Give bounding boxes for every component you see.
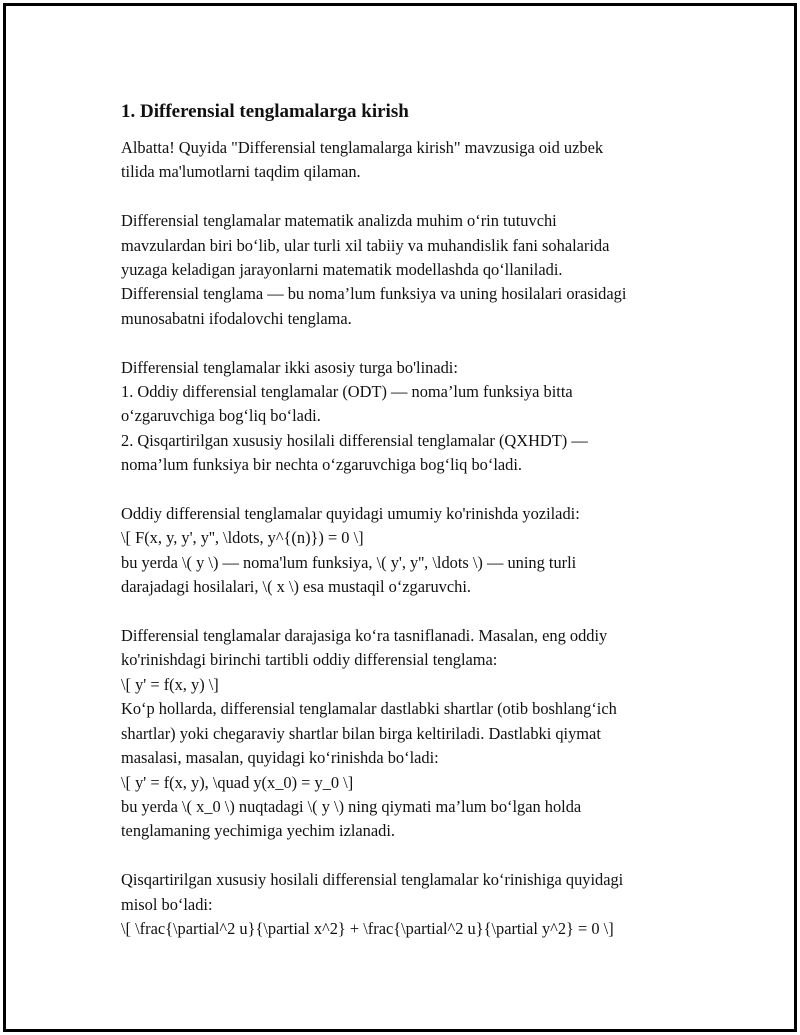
text-line: bu yerda \( x_0 \) nuqtadagi \( y \) ning qiymati ma’lum bo‘lgan holda — [121, 796, 582, 816]
paragraph-general-form — [121, 502, 711, 600]
formula-line: \[ y' = f(x, y) \] — [121, 674, 219, 694]
text-line: 2. Qisqartirilgan xususiy hosilali differensial tenglamalar (QXHDT) — — [121, 430, 588, 450]
paragraph-types — [121, 356, 711, 478]
text-line: misol bo‘ladi: — [121, 894, 213, 914]
text-line: yuzaga keladigan jarayonlarni matematik modellashda qo‘llaniladi. — [121, 260, 563, 280]
text-line: darajadagi hosilalari, \( x \) esa mustaqil o‘zgaruvchi. — [121, 577, 471, 597]
text-line: 1. Oddiy differensial tenglamalar (ODT) — noma’lum funksiya bitta — [121, 382, 573, 402]
text-line: Albatta! Quyida "Differensial tenglamalarga kirish" mavzusiga oid uzbek — [121, 138, 604, 157]
text-line: Differensial tenglamalar matematik analizda muhim o‘rin tutuvchi — [121, 211, 557, 231]
formula-line: \[ F(x, y, y', y'', \ldots, y^{(n)}) = 0 \] — [121, 528, 364, 548]
formula-line: \[ y' = f(x, y), \quad y(x_0) = y_0 \] — [121, 772, 354, 792]
document-title: 1. Differensial tenglamalarga kirish — [121, 101, 409, 122]
text-line: ko'rinishdagi birinchi tartibli oddiy differensial tenglama: — [121, 650, 498, 670]
paragraph-pde-example — [121, 868, 711, 941]
text-line: Differensial tenglama — bu noma’lum funksiya va uning hosilalari orasidagi — [121, 284, 627, 304]
text-line: shartlar) yoki chegaraviy shartlar bilan birga keltiriladi. Dastlabki qiymat — [121, 723, 601, 743]
page-frame — [3, 3, 797, 1032]
text-line: munosabatni ifodalovchi tenglama. — [121, 308, 352, 328]
document-body — [121, 100, 711, 966]
text-line: tilida ma'lumotlarni taqdim qilaman. — [121, 162, 361, 182]
text-line: Differensial tenglamalar darajasiga ko‘ra tasniflanadi. Masalan, eng oddiy — [121, 626, 608, 646]
text-line: bu yerda \( y \) — noma'lum funksiya, \( y', y'', \ldots \) — uning turli — [121, 552, 577, 572]
text-line: noma’lum funksiya bir nechta o‘zgaruvchiga bog‘liq bo‘ladi. — [121, 455, 522, 475]
paragraph-definition — [121, 209, 711, 331]
text-line: tenglamaning yechimiga yechim izlanadi. — [121, 821, 395, 841]
text-line: Differensial tenglamalar ikki asosiy turga bo'linadi: — [121, 357, 458, 377]
text-line: o‘zgaruvchiga bog‘liq bo‘ladi. — [121, 406, 321, 426]
text-line: Qisqartirilgan xususiy hosilali differensial tenglamalar ko‘rinishiga quyidagi — [121, 870, 624, 890]
paragraph-intro — [121, 136, 711, 185]
text-line: Oddiy differensial tenglamalar quyidagi umumiy ko'rinishda yoziladi: — [121, 504, 580, 524]
text-line: Ko‘p hollarda, differensial tenglamalar dastlabki shartlar (otib boshlang‘ich — [121, 699, 617, 719]
paragraph-classification — [121, 624, 711, 844]
text-line: mavzulardan biri bo‘lib, ular turli xil tabiiy va muhandislik fani sohalarida — [121, 235, 610, 255]
formula-line: \[ \frac{\partial^2 u}{\partial x^2} + \frac{\partial^2 u}{\partial y^2} = 0 \] — [121, 918, 614, 938]
text-line: masalasi, masalan, quyidagi ko‘rinishda bo‘ladi: — [121, 748, 439, 768]
